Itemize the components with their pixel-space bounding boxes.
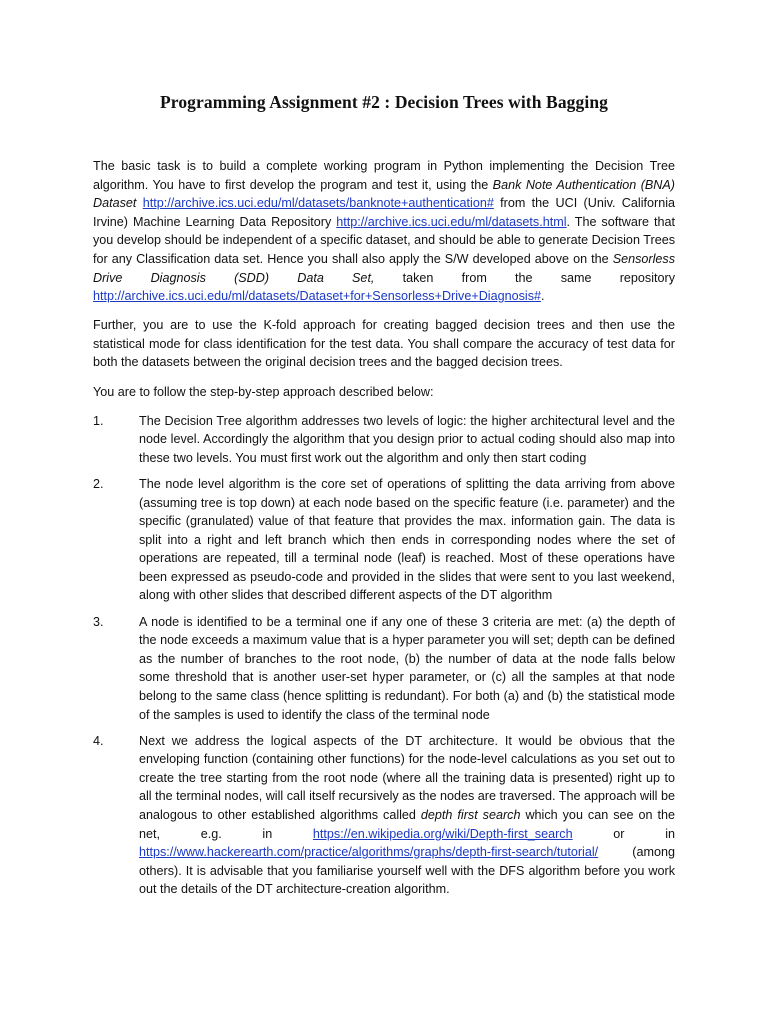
step-number: 4. bbox=[93, 733, 104, 748]
link-banknote-dataset[interactable]: http://archive.ics.uci.edu/ml/datasets/banknote+authentication# bbox=[142, 196, 494, 211]
step-text: The Decision Tree algorithm addresses two levels of logic: the higher architectural level and the node level. Accordingly the algorithm that you design prior to actual coding should also map into these two levels. You must first work out the algorithm and only then start coding bbox=[139, 413, 675, 465]
page-title: Programming Assignment #2 : Decision Trees with Bagging bbox=[159, 92, 609, 112]
steps-list bbox=[93, 412, 675, 899]
text-run: (among others). It is advisable that you familiarise yourself well with the DFS algorithm before you work out the details of the DT architecture-creation algorithm. bbox=[139, 845, 675, 897]
step-number: 1. bbox=[93, 413, 104, 428]
text-run: taken from the same repository bbox=[374, 270, 675, 285]
link-sensorless-dataset[interactable]: http://archive.ics.uci.edu/ml/datasets/Dataset+for+Sensorless+Drive+Diagnosis# bbox=[93, 289, 542, 304]
text-run: from the UCI (Univ. California Irvine) Machine Learning Data Repository bbox=[93, 196, 675, 229]
step-text: The node level algorithm is the core set of operations of splitting the data arriving from above (assuming tree is top down) at each node based on the specific feature (i.e. parameter) and the specific (granulated) value of that feature that provides the max. information gain. The data is split into a right and left branch which then ends in corresponding nodes where the set of operations are repeated, till a terminal node (leaf) is reached. Most of these operations have been expressed as pseudo-code and provided in the slides that were sent to you last weekend, along with other slides that described different aspects of the DT algorithm bbox=[139, 476, 675, 603]
step-text bbox=[139, 732, 675, 899]
dataset-name-sdd: Sensorless Drive Diagnosis (SDD) Data Set, bbox=[93, 251, 675, 285]
steps-intro: You are to follow the step-by-step approach described below: bbox=[93, 384, 434, 399]
text-run: . The software that you develop should be independent of a specific dataset, and should be able to generate Decision Trees for any Classification data set. Hence you shall also apply the S/W developed above on the bbox=[93, 214, 675, 266]
link-hackerearth-dfs[interactable]: https://www.hackerearth.com/practice/algorithms/graphs/depth-first-search/tutorial/ bbox=[139, 845, 599, 860]
term-dfs: depth first search bbox=[420, 808, 521, 822]
intro-paragraph bbox=[93, 157, 675, 306]
link-wikipedia-dfs[interactable]: https://en.wikipedia.org/wiki/Depth-first_search bbox=[312, 826, 573, 841]
step-number: 3. bbox=[93, 614, 104, 629]
list-item bbox=[93, 475, 675, 605]
list-item bbox=[93, 412, 675, 468]
kfold-paragraph: Further, you are to use the K-fold approach for creating bagged decision trees and then use the statistical mode for class identification for the test data. You shall compare the accuracy of test data for both the datasets between the original decision trees and the bagged decision trees. bbox=[93, 318, 675, 370]
text-run: which you can see on the net, e.g. in bbox=[139, 808, 675, 841]
text-run: Next we address the logical aspects of the DT architecture. It would be obvious that the enveloping function (containing other functions) for the node-level calculations as you set out to create the tree starting from the root node (where all the training data is presented) right up to all the terminal nodes, will call itself recursively as the nodes are traversed. The approach will be analogous to other established algorithms called bbox=[139, 733, 675, 822]
text-run: The basic task is to build a complete working program in Python implementing the Decision Tree algorithm. You have to first develop the program and test it, using the bbox=[93, 159, 675, 192]
list-item bbox=[93, 613, 675, 725]
text-run: or in bbox=[572, 826, 676, 841]
step-number: 2. bbox=[93, 476, 104, 491]
link-uci-datasets[interactable]: http://archive.ics.uci.edu/ml/datasets.html bbox=[336, 214, 567, 229]
dataset-name-bna: Bank Note Authentication (BNA) Dataset bbox=[93, 177, 675, 211]
step-text: A node is identified to be a terminal one if any one of these 3 criteria are met: (a) the depth of the node exceeds a maximum value that is a hyper parameter you will set; depth can be defined as the number of branches to the root node, (b) the number of data at the node falls below some threshold that is another user-set hyper parameter, or (c) all the samples at that node belong to the same class (hence splitting is redundant). For both (a) and (b) the statistical mode of the samples is used to identify the class of the terminal node bbox=[139, 614, 675, 722]
text-run: . bbox=[541, 289, 545, 304]
list-item bbox=[93, 732, 675, 899]
